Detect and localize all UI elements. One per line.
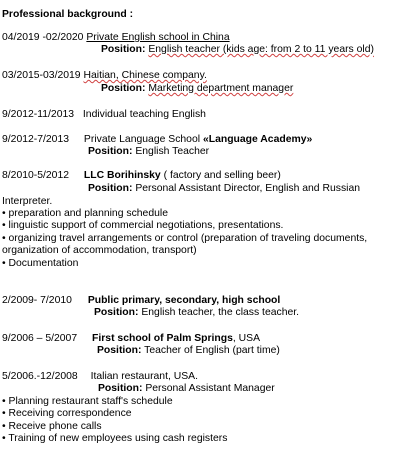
bullet-item: • preparation and planning schedule: [2, 208, 168, 219]
entry-org: , USA: [232, 333, 261, 344]
position-continuation: Interpreter.: [2, 196, 53, 207]
entry-dates: 2/2009- 7/2010: [2, 295, 72, 306]
position-text: English teacher, the class teacher.: [141, 307, 300, 318]
entry-org: Private English school in China: [86, 32, 230, 43]
entry-line: [2, 134, 312, 146]
entry-dates: 03/2015-03/2019: [2, 70, 81, 81]
position-text: Marketing department manager: [148, 83, 294, 94]
bullet-item: • Planning restaurant staff's schedule: [2, 396, 173, 407]
entry-dates: 04/2019 -02/2020: [2, 32, 84, 43]
position-label: Position:: [88, 146, 133, 157]
entry-line: [2, 70, 207, 82]
entry-org: Italian restaurant, USA.: [90, 371, 199, 382]
entry-org: Haitian, Chinese company.: [83, 70, 207, 81]
position-label: Position:: [98, 383, 143, 394]
entry-line: [2, 109, 206, 121]
position-label: Position:: [101, 44, 146, 55]
entry-org-bold: Public primary, secondary, high school: [87, 295, 281, 306]
section-heading: Professional background :: [2, 9, 134, 20]
entry-dates: 8/2010-5/2012: [2, 170, 70, 181]
entry-dates: 5/2006.-12/2008: [2, 371, 78, 382]
entry-line: [2, 333, 260, 345]
position-label: Position:: [97, 345, 142, 356]
position-text: English teacher (kids age: from 2 to 11 years old): [148, 44, 374, 55]
position-text: Personal Assistant Manager: [145, 383, 275, 394]
position-label: Position:: [101, 83, 146, 94]
bullet-item: • Receiving correspondence: [2, 408, 132, 419]
position-text: Personal Assistant Director, English and Russian: [135, 183, 361, 194]
position-line: [101, 83, 293, 95]
bullet-item: • linguistic support of commercial negotiations, presentations.: [2, 220, 284, 231]
bullet-item: • Training of new employees using cash registers: [2, 433, 228, 444]
position-text: English Teacher: [135, 146, 210, 157]
position-line: [97, 345, 280, 357]
bullet-item: • Documentation: [2, 258, 79, 269]
entry-org: Private Language School: [83, 134, 201, 145]
entry-org-bold: LLC Borihinsky: [83, 170, 161, 181]
entry-dates: 9/2012-11/2013: [2, 109, 75, 120]
position-line: [88, 183, 360, 195]
entry-dates: 9/2012-7/2013: [2, 134, 70, 145]
position-line: [101, 44, 374, 56]
entry-line: [2, 32, 230, 44]
entry-dates: 9/2006 – 5/2007: [2, 333, 78, 344]
position-line: [98, 383, 275, 395]
entry-line: [2, 170, 281, 182]
entry-org-bold: «Language Academy»: [202, 134, 313, 145]
position-line: [94, 307, 299, 319]
entry-org-bold: First school of Palm Springs: [92, 333, 233, 344]
position-text: Teacher of English (part time): [144, 345, 280, 356]
entry-org: Individual teaching English: [82, 109, 206, 120]
bullet-item: organization of accommodation, transport): [2, 245, 197, 256]
position-line: [88, 146, 209, 158]
bullet-item: • organizing travel arrangements or control (preparation of traveling documents,: [2, 233, 368, 244]
entry-line: [2, 295, 280, 307]
position-label: Position:: [94, 307, 139, 318]
entry-org: ( factory and selling beer): [163, 170, 281, 181]
position-label: Position:: [88, 183, 133, 194]
entry-line: [2, 371, 198, 383]
bullet-item: • Receive phone calls: [2, 421, 102, 432]
